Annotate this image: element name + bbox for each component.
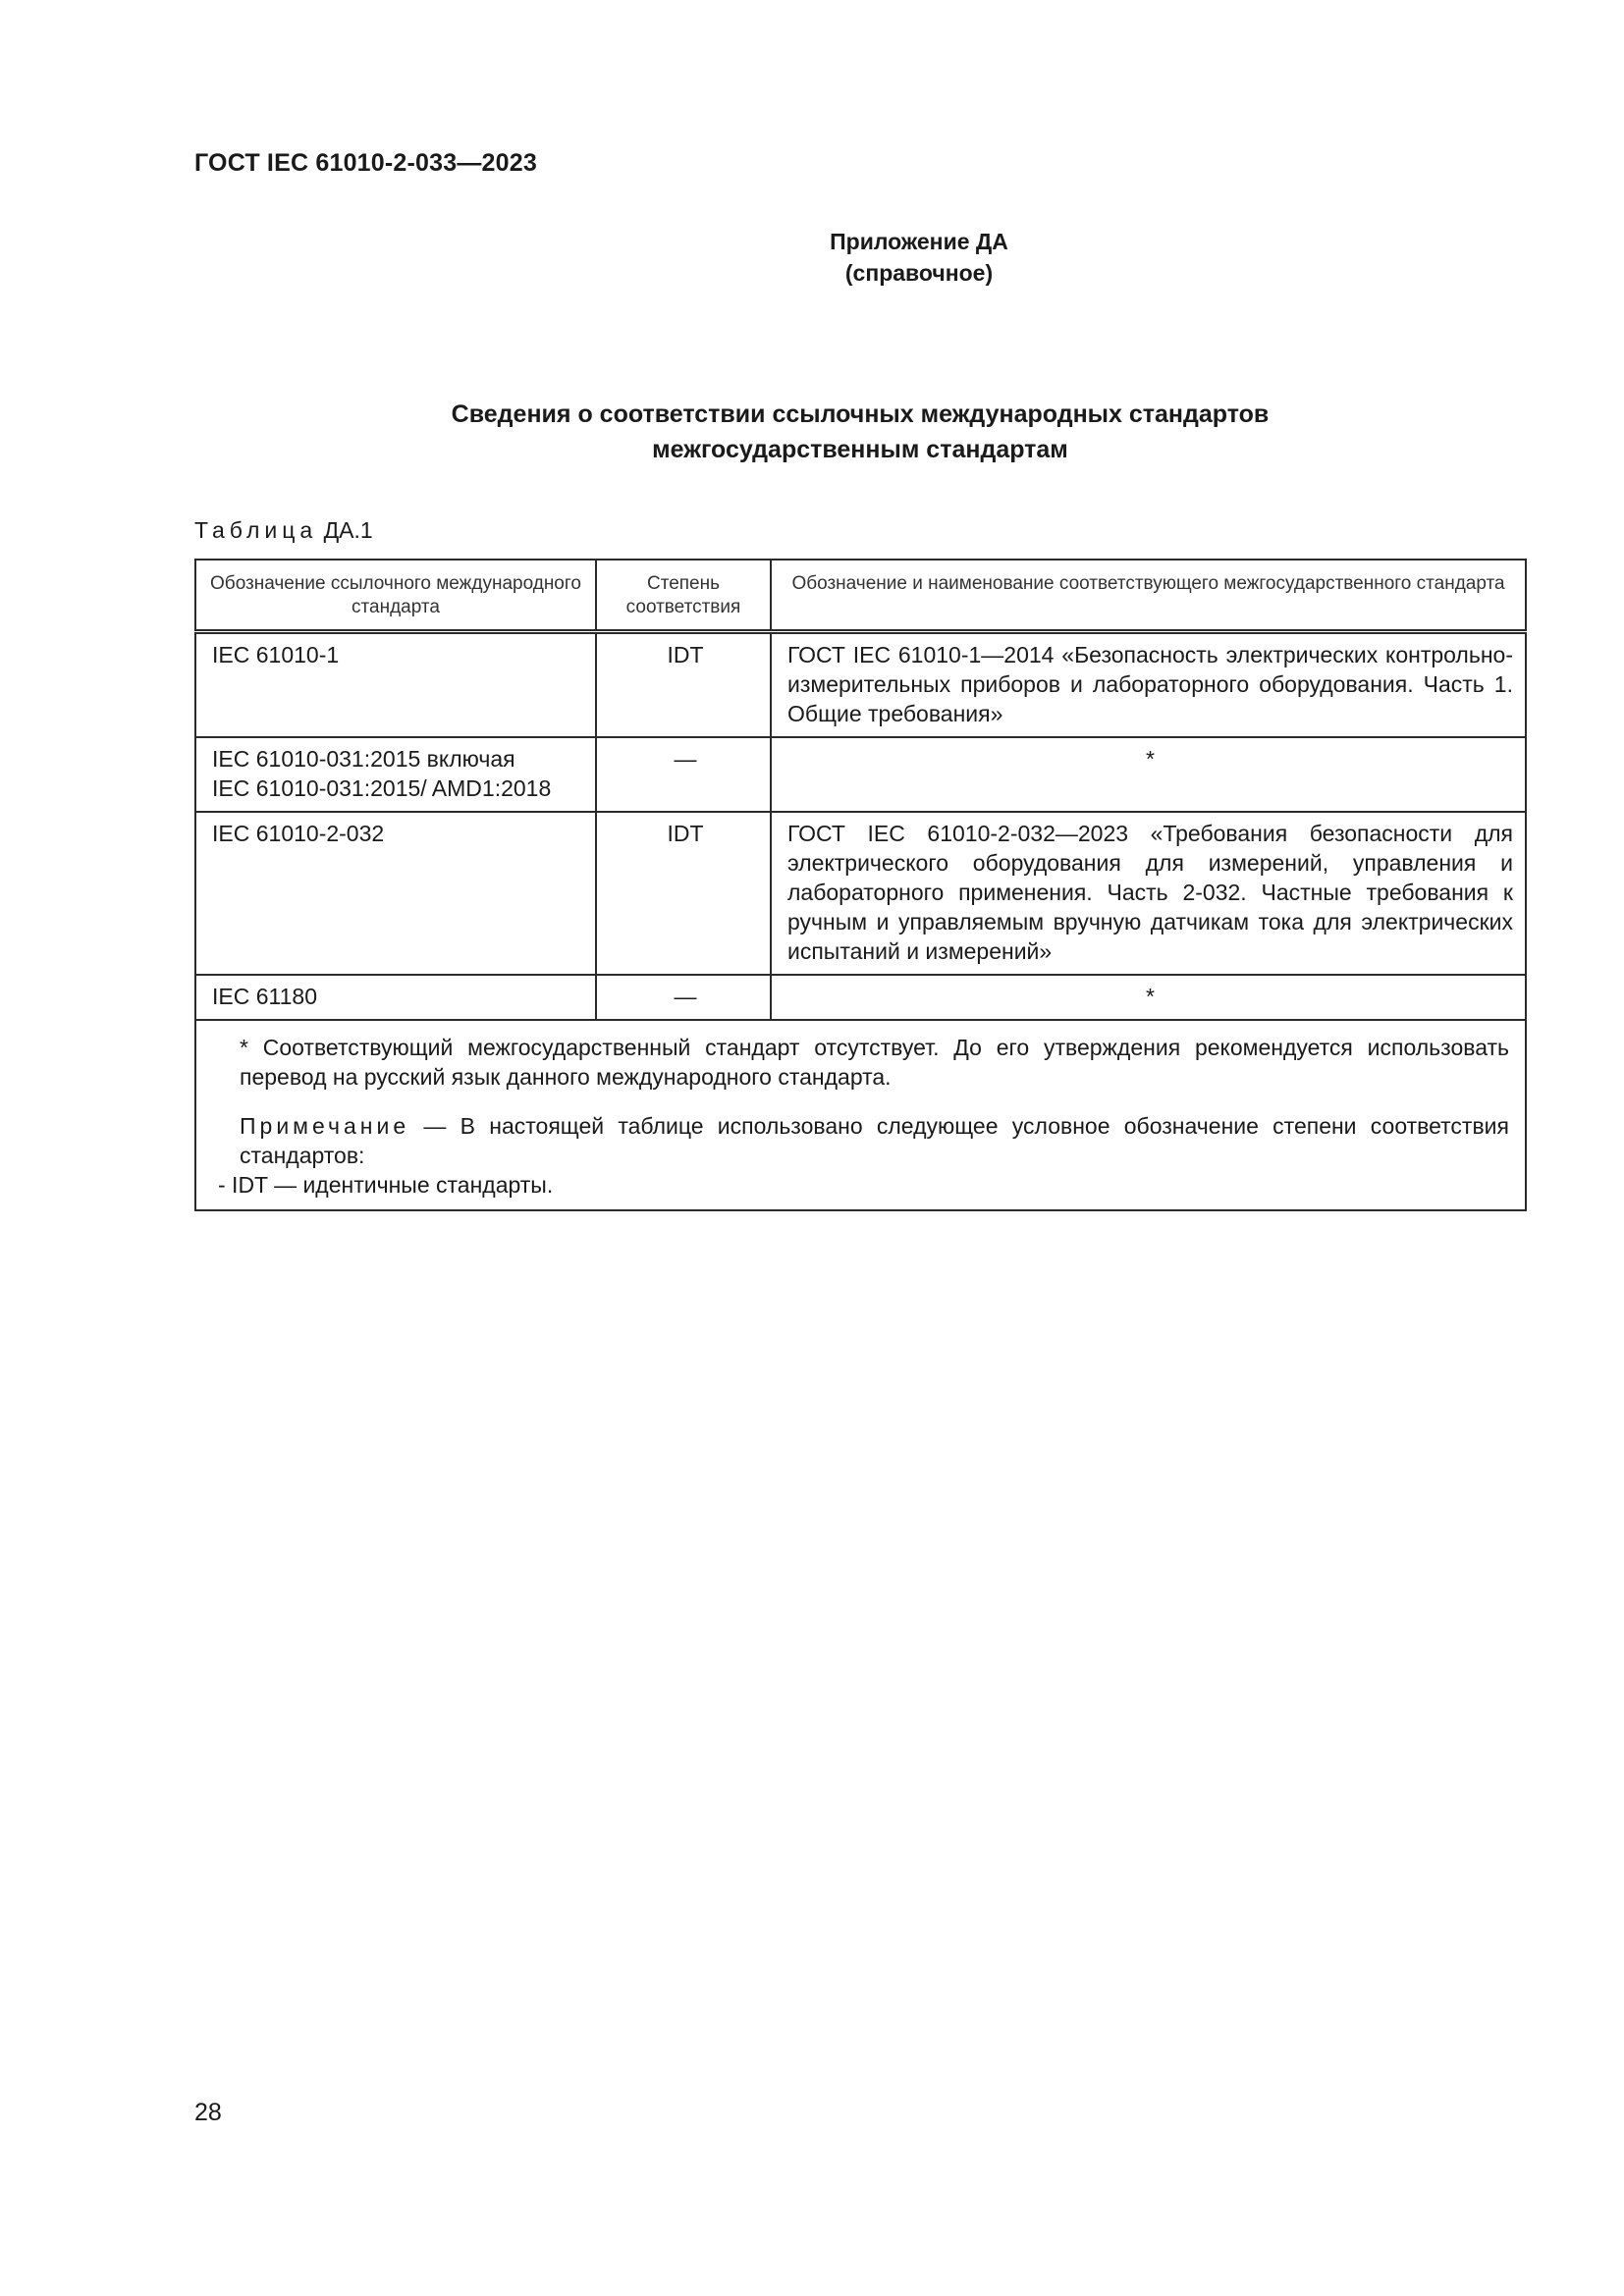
table-row xyxy=(195,737,1526,812)
reference-standards-table xyxy=(194,559,1527,1211)
cell-interstate: ГОСТ IEC 61010-1—2014 «Безопасность электрических контрольно-измерительных приборов и лабораторного оборудования. Часть 1. Общие требования» xyxy=(771,632,1526,738)
note-item: - IDT — идентичные стандарты. xyxy=(218,1172,554,1198)
annex-heading xyxy=(0,226,1624,289)
header-degree: Степень соответствия xyxy=(596,560,771,632)
annex-type: (справочное) xyxy=(844,260,994,286)
table-notes-row xyxy=(195,1020,1526,1210)
cell-ref-standard xyxy=(195,812,596,975)
cell-interstate: ГОСТ IEC 61010-2-032—2023 «Требования безопасности для электрического оборудования для измерений, управления и лабораторного применения. Часть 2-032. Частные требования к ручным и управляемым вручную датчикам тока для электрических испытаний и измерений» xyxy=(771,812,1526,975)
note-label: Примечание xyxy=(240,1113,410,1139)
table-row xyxy=(195,975,1526,1020)
table-notes xyxy=(195,1020,1526,1210)
table-caption xyxy=(194,517,373,544)
note xyxy=(212,1111,1509,1170)
cell-degree: — xyxy=(596,737,771,812)
cell-degree: IDT xyxy=(596,812,771,975)
cell-degree: IDT xyxy=(596,632,771,738)
ref-line: IEC 61010-031:2015/ AMD1:2018 xyxy=(212,775,552,801)
section-title-line1: Сведения о соответствии ссылочных международных стандартов xyxy=(451,400,1270,428)
cell-ref-standard xyxy=(195,737,596,812)
ref-line: IEC 61180 xyxy=(212,984,317,1009)
page-number: 28 xyxy=(194,2099,222,2126)
ref-line: IEC 61010-1 xyxy=(212,642,340,667)
section-title-line2: межгосударственным стандартам xyxy=(652,436,1068,463)
cell-degree: — xyxy=(596,975,771,1020)
table-caption-word: Таблица xyxy=(194,517,318,543)
header-interstate-standard: Обозначение и наименование соответствующего межгосударственного стандарта xyxy=(771,560,1526,632)
cell-ref-standard xyxy=(195,632,596,738)
footnote: * Соответствующий межгосударственный стандарт отсутствует. До его утверждения рекомендуется использовать перевод на русский язык данного международного стандарта. xyxy=(240,1035,1509,1090)
table-caption-number: ДА.1 xyxy=(323,517,373,543)
cell-ref-standard xyxy=(195,975,596,1020)
table-header-row xyxy=(195,560,1526,632)
cell-interstate: * xyxy=(771,737,1526,812)
document-code: ГОСТ IEC 61010-2-033—2023 xyxy=(194,149,537,177)
ref-line: IEC 61010-2-032 xyxy=(212,821,385,846)
section-title xyxy=(194,397,1526,467)
cell-interstate: * xyxy=(771,975,1526,1020)
table-row xyxy=(195,632,1526,738)
header-ref-standard: Обозначение ссылочного международного стандарта xyxy=(195,560,596,632)
table-row xyxy=(195,812,1526,975)
ref-line: IEC 61010-031:2015 включая xyxy=(212,746,515,772)
annex-title: Приложение ДА xyxy=(830,229,1008,254)
note-text: — В настоящей таблице использовано следующее условное обозначение степени соответствия стандартов: xyxy=(240,1113,1509,1168)
